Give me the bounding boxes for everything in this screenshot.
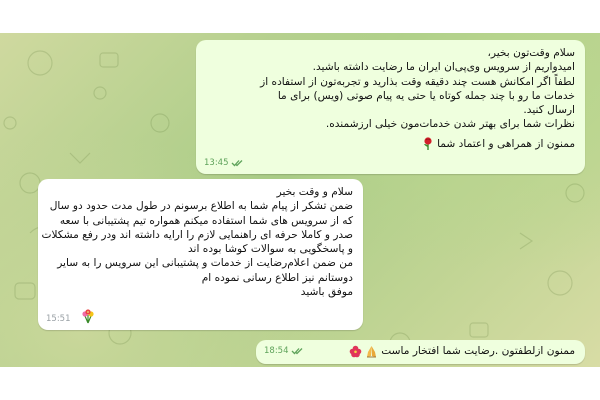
message-meta <box>264 344 304 358</box>
message-line: خدمات ما رو با چند جمله کوتاه یا حتی یه پیام صوتی (ویس) برای ما <box>277 89 575 102</box>
message-bubble-outgoing[interactable] <box>196 40 585 174</box>
double-check-icon <box>291 347 304 355</box>
message-line: لطفاً اگر امکانش هست چند دقیقه وقت بذارید و تجربه‌تون از استفاده از <box>260 75 575 88</box>
chat-area <box>0 33 600 367</box>
message-line: ارسال کنید. <box>523 104 575 117</box>
rose-icon <box>422 137 434 151</box>
message-line: نظرات شما برای بهتر شدن خدمات‌مون خیلی ارزشمنده. <box>325 118 575 131</box>
message-line: ضمن تشکر از پیام شما به اطلاع برسونم در طول مدت حدود دو سال <box>49 200 353 213</box>
hibiscus-icon <box>349 345 362 358</box>
message-line: سلام و وقت بخیر <box>276 186 353 198</box>
message-meta <box>204 156 244 170</box>
double-check-icon <box>231 159 244 167</box>
message-text: ممنون ازلطفتون .رضایت شما افتخار ماست <box>381 345 575 357</box>
message-line: من ضمن اعلام‌رضایت از خدمات و پشتیبانی این سرویس را به سایر <box>57 257 353 270</box>
message-closing-line <box>206 137 575 151</box>
message-bubble-incoming[interactable] <box>38 179 363 330</box>
message-line: موفق باشید <box>300 286 353 299</box>
message-line: که از سرویس های شما استفاده میکنم همواره تیم پشتیبانی با سعه <box>59 214 353 227</box>
message-time: 15:51 <box>46 313 71 324</box>
message-line: صدر و کاملا حرفه ای راهنمایی لازم را ارایه داشته اند ودر رفع مشکلات <box>41 228 353 241</box>
message-time: 13:45 <box>204 157 229 168</box>
message-closing-text: ممنون از همراهی و اعتماد شما <box>437 137 575 150</box>
message-time: 18:54 <box>264 345 289 356</box>
message-line: امیدواریم از سرویس وی‌پی‌ان ایران ما رضایت داشته باشید. <box>312 61 575 74</box>
message-line <box>266 344 575 358</box>
message-line: و پاسخگویی به سوالات کوشا بوده اند <box>187 243 353 256</box>
bouquet-icon <box>80 308 96 324</box>
message-line: دوستانم نیز اطلاع رسانی نموده ام <box>201 271 353 284</box>
pray-icon <box>365 345 378 358</box>
message-line: سلام وقت‌تون بخیر، <box>487 47 575 59</box>
message-bubble-outgoing[interactable] <box>256 340 585 364</box>
message-meta <box>46 312 71 326</box>
